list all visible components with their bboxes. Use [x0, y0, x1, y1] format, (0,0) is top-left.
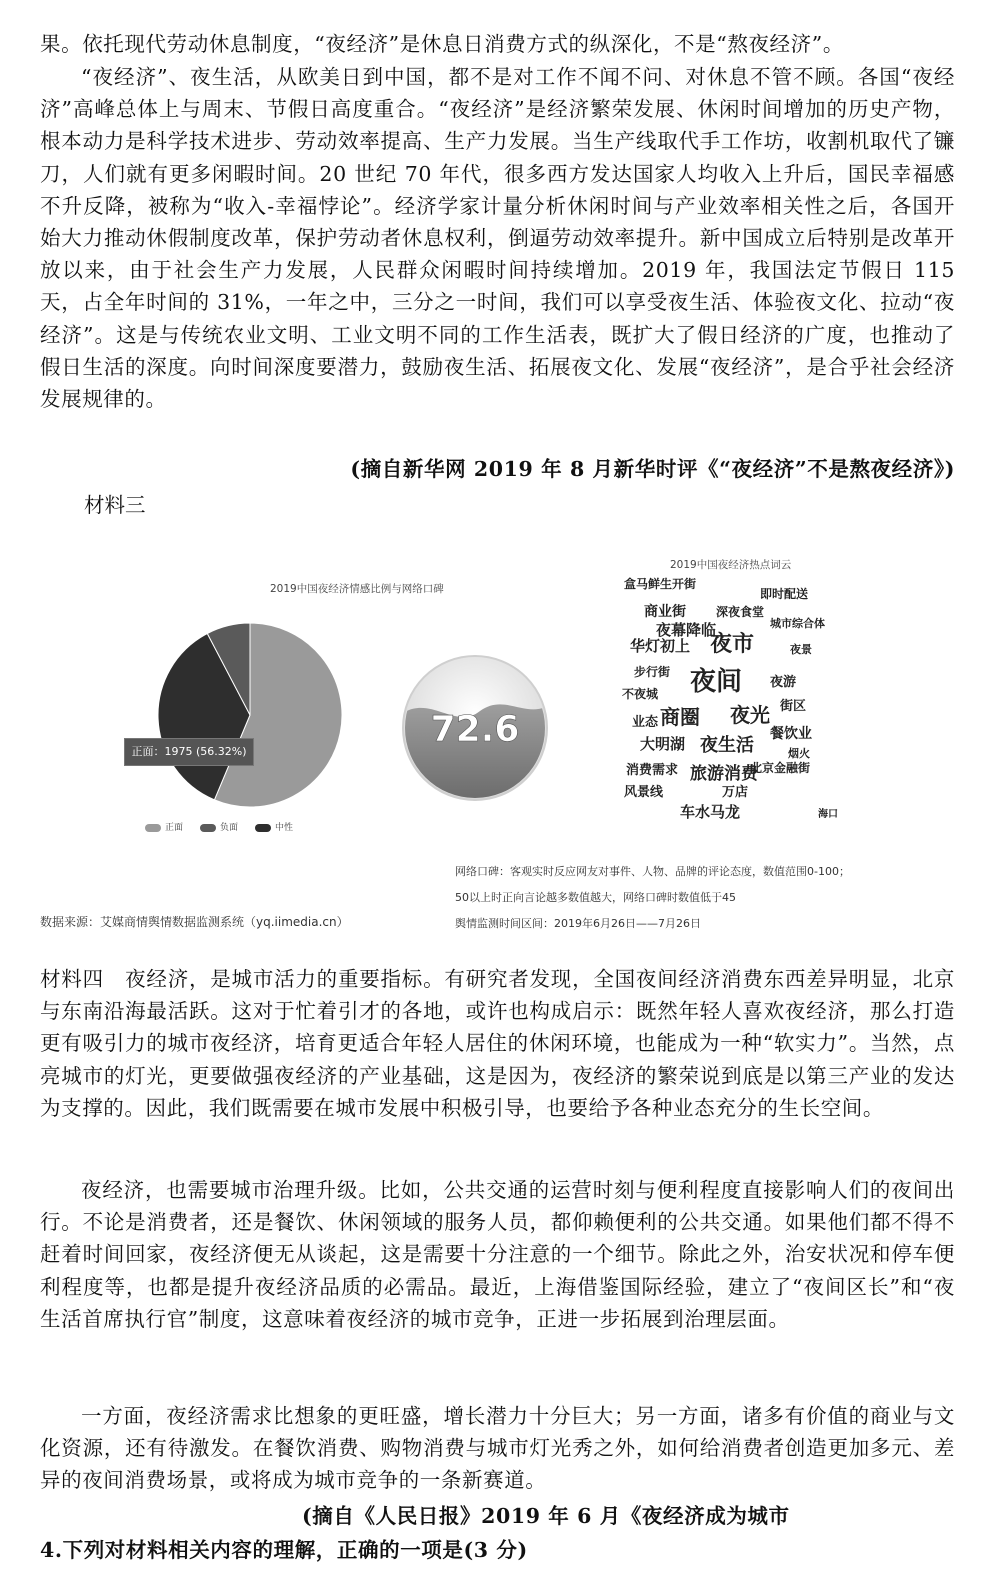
cloud-word: 风景线 — [624, 785, 664, 800]
legend-positive-label: 正面 — [165, 823, 184, 833]
material-4-paragraph-2: 夜经济，也需要城市治理升级。比如，公共交通的运营时刻与便利程度直接影响人们的夜间出行。不论是消费者，还是餐饮、休闲领域的服务人员，都仰赖便利的公共交通。如果他们都不得不赶着时间回家，夜经济便无从谈起，这是需要十分注意的一个细节。除此之外，治安状况和停车便利程度等，也都是提升夜经济品质的必需品。最近，上海借鉴国际经验，建立了“夜间区长”和“夜生活首席执行官”制度，这意味着夜经济的城市竞争，正进一步拓展到治理层面。 — [40, 1178, 955, 1331]
cloud-word: 餐饮业 — [770, 726, 812, 742]
cloud-word: 夜幕降临 — [656, 621, 717, 639]
pie-chart-title: 2019中国夜经济情感比例与网络口碑 — [270, 583, 444, 595]
reputation-gauge — [400, 653, 550, 803]
question-4: 4.下列对材料相关内容的理解，正确的一项是(3 分) — [40, 1538, 528, 1562]
cloud-word: 夜间 — [690, 667, 743, 697]
legend-neutral-label: 中性 — [275, 823, 294, 833]
legend-negative-label: 负面 — [220, 823, 239, 833]
figure-note-line-3: 舆情监测时间区间：2019年6月26日——7月26日 — [455, 917, 701, 930]
cloud-word: 夜游 — [770, 675, 797, 690]
legend-negative-swatch — [200, 824, 216, 832]
word-cloud-title: 2019中国夜经济热点词云 — [670, 559, 792, 571]
cloud-word: 夜市 — [710, 632, 755, 657]
figure-note-line-2: 50以上时正向言论越多数值越大，网络口碑时数值低于45 — [455, 891, 736, 904]
legend-neutral-swatch — [255, 824, 271, 832]
cloud-word: 深夜食堂 — [716, 605, 765, 619]
cloud-word: 夜景 — [790, 643, 812, 656]
pie-tooltip: 正面：1975 (56.32%) — [124, 738, 254, 766]
material-3-figure — [40, 545, 955, 945]
word-cloud — [620, 575, 850, 865]
cloud-word: 街区 — [780, 699, 807, 714]
figure-note-line-1: 网络口碑：客观实时反应网友对事件、人物、品牌的评论态度，数值范围0-100； — [455, 865, 850, 878]
paragraph-1: 果。依托现代劳动休息制度，“夜经济”是休息日消费方式的纵深化，不是“熬夜经济”。 — [40, 32, 844, 56]
source-citation-1: (摘自新华网 2019 年 8 月新华时评《“夜经济”不是熬夜经济》) — [350, 457, 955, 481]
cloud-word: 烟火 — [788, 747, 810, 760]
cloud-word: 旅游消费 — [690, 764, 758, 784]
source-citation-2: (摘自《人民日报》2019 年 6 月《夜经济成为城市 — [302, 1504, 790, 1528]
cloud-word: 消费需求 — [626, 763, 679, 778]
material-4-paragraph-3: 一方面，夜经济需求比想象的更旺盛，增长潜力十分巨大；另一方面，诸多有价值的商业与文化资源，还有待激发。在餐饮消费、购物消费与城市灯光秀之外，如何给消费者创造更加多元、差异的夜间消费场景，或将成为城市竞争的一条新赛道。 — [40, 1404, 955, 1493]
cloud-word: 城市综合体 — [770, 617, 825, 630]
cloud-word: 步行街 — [634, 665, 671, 679]
cloud-word: 夜光 — [730, 703, 770, 727]
cloud-word: 即时配送 — [760, 587, 809, 601]
legend-positive-swatch — [145, 824, 161, 832]
legend-positive — [145, 820, 183, 833]
cloud-word: 商业街 — [644, 604, 686, 620]
cloud-word: 盒马鲜生开街 — [624, 577, 697, 591]
cloud-word: 大明湖 — [640, 735, 686, 753]
figure-data-source: 数据来源：艾媒商情舆情数据监测系统（yq.iimedia.cn） — [40, 915, 349, 929]
cloud-word: 万店 — [722, 785, 749, 800]
cloud-word: 不夜城 — [622, 687, 659, 701]
cloud-word: 商圈 — [660, 705, 700, 729]
cloud-word: 海口 — [818, 809, 838, 820]
paragraph-2: “夜经济”、夜生活，从欧美日到中国，都不是对工作不闻不问、对休息不管不顾。各国“夜经济”高峰总体上与周末、节假日高度重合。“夜经济”是经济繁荣发展、休闲时间增加的历史产物，根本动力是科学技术进步、劳动效率提高、生产力发展。当生产线取代手工作坊，收割机取代了镰刀，人们就有更多闲暇时间。20 世纪 70 年代，很多西方发达国家人均收入上升后，国民幸福感不升反降，被称为“收入-幸福悖论”。经济学家计量分析休闲时间与产业效率相关性之后，各国开始大力推动休假制度改革，保护劳动者休息权利，倒逼劳动效率提升。新中国成立后特别是改革开放以来，由于社会生产力发展，人民群众闲暇时间持续增加。2019 年，我国法定节假日 115 天，占全年时间的 31%，一年之中，三分之一时间，我们可以享受夜生活、体验夜文化、拉动“夜经济”。这是与传统农业文明、工业文明不同的工作生活表，既扩大了假日经济的广度，也推动了假日生活的深度。向时间深度要潜力，鼓励夜生活、拓展夜文化、发展“夜经济”，是合乎社会经济发展规律的。 — [40, 65, 955, 412]
cloud-word: 夜生活 — [700, 735, 754, 756]
cloud-word: 车水马龙 — [680, 803, 741, 821]
legend-neutral — [255, 820, 293, 833]
material-4-paragraph-1: 材料四 夜经济，是城市活力的重要指标。有研究者发现，全国夜间经济消费东西差异明显，北京与东南沿海最活跃。这对于忙着引才的各地，或许也构成启示：既然年轻人喜欢夜经济，那么打造更有吸引力的城市夜经济，培育更适合年轻人居住的休闲环境，也能成为一种“软实力”。当然，点亮城市的灯光，更要做强夜经济的产业基础，这是因为，夜经济的繁荣说到底是以第三产业的发达为支撑的。因此，我们既需要在城市发展中积极引导，也要给予各种业态充分的生长空间。 — [40, 967, 955, 1120]
cloud-word: 业态 — [632, 715, 659, 730]
cloud-word: 北京金融街 — [750, 761, 811, 775]
cloud-word: 华灯初上 — [630, 637, 691, 655]
gauge-value: 72.6 — [430, 709, 520, 750]
material-3-label: 材料三 — [84, 493, 146, 517]
legend-negative — [200, 820, 238, 833]
